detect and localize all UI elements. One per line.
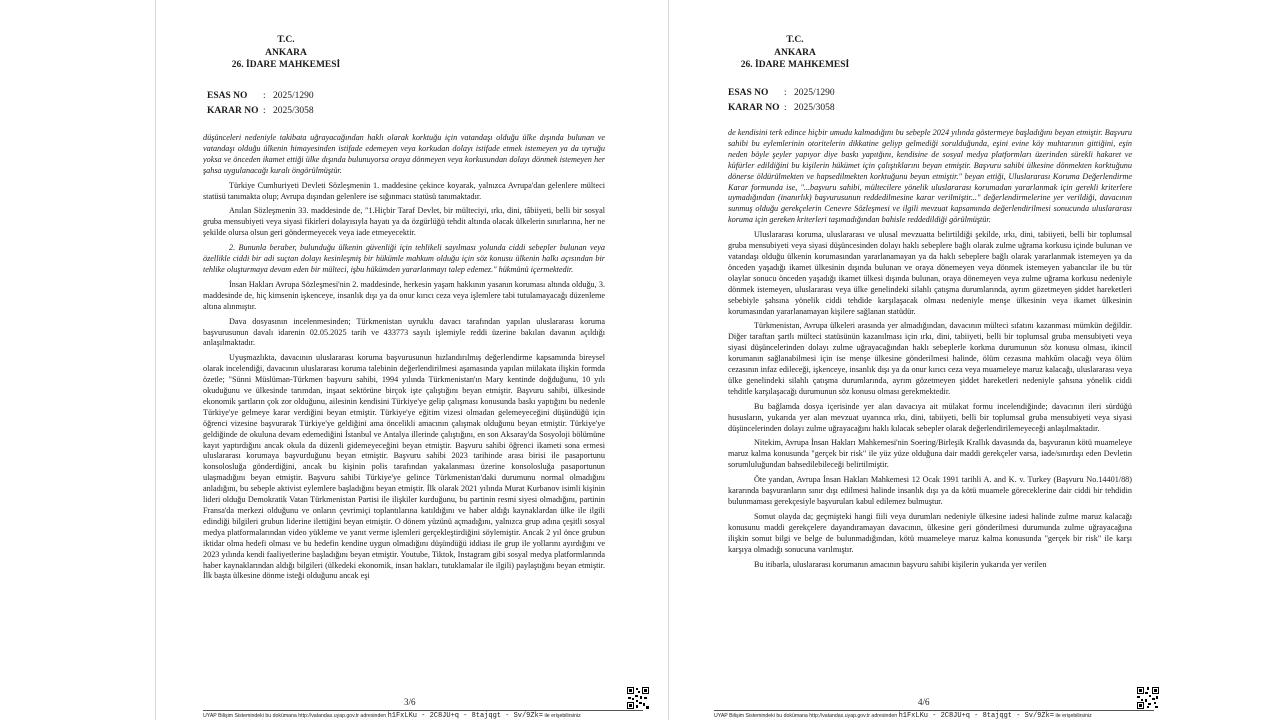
footer-divider — [714, 710, 1154, 711]
paragraph: Uluslararası koruma, uluslararası ve ulusal mevzuatta belirtildiği şekilde, ırkı, dini, tabiiyeti, belli bir toplumsal gruba mensubiyeti veya siyasi düşüncesinden dolayı haklı sebeplere bağlı olarak zulme uğrama korkusu içinde bulunan ve vatandaşı olduğu ülkenin korumasından yararlanamayan ya da haklı sebeplere bağlı olarak yararlanmak istemeyen ya da önceden yaşadığı ikamet ülkesinin dışında bulunan ve oraya dönemeyen veya dönmek istemeyen yabancılar ile bu tür olaylar sonucu önceden yaşadığı ikamet ülkesi dışında bulunan, oraya dönemeyen veya zulme uğrama korkusu nedeniyle dönmek istemeyen, uluslararası veya ülke genelindeki silahlı çatışma durumlarında, ayrım gözetmeyen şiddet hareketleri sebebiyle şahsına yönelik ciddi tehdide karşılaşacak olması nedeniyle menşe ülkesinin veya ikamet ülkesinin korumasından yararlanamayan kişilere sağlanan statüdür. — [728, 230, 1132, 316]
document-page-3 — [155, 0, 669, 720]
paragraph: Nitekim, Avrupa İnsan Hakları Mahkemesi'nin Soering/Birleşik Krallık davasında da, başvuranın kötü muameleye maruz kalma konusunda "gerçek bir risk" ile yüz yüze olduğuna dair maddi gerekçeler varsa, iade/sınırdışı eden Devletin sorumluluğundan bahsedilebileceği belirtilmiştir. — [728, 438, 1132, 470]
esas-value: 2025/1290 — [794, 88, 835, 98]
paragraph: Anılan Sözleşmenin 33. maddesinde de, "1.Hiçbir Taraf Devlet, bir mülteciyi, ırkı, dini, tâbiiyeti, belli bir sosyal gruba mensubiyeti veya siyasi fikirleri dolayısıyla hayatı ya da özgürlüğü tehdit altında olacak ülkelerin sınırlarına, her ne şekilde olursa olsun geri göndermeyecek veya iade etmeyecektir. — [203, 206, 605, 238]
paragraph: Bu itibarla, uluslararası korumanın amacının başvuru sahibi kişilerin yukarıda yer verilen — [754, 559, 1047, 569]
footer-text: UYAP Bilişim Sistemindeki bu dokümana http://vatandas.uyap.gov.tr adresinden — [203, 713, 387, 719]
paragraph: Somut olayda da; geçmişteki hangi fiili veya durumları nedeniyle ülkesine iadesi halinde zulme maruz kalacağı konusunu maddi gerekçelere dayandıramayan davacının, ülkesine geri gönderilmesi durumunda zulme uğrayacağına ilişkin somut bilgi ve belge de bulunmadığından, kötü muameleye maruz kalma konusunda "gerçek bir risk" ile karşı karşıya olmadığı sonucuna varılmıştır. — [728, 511, 1132, 554]
paragraph: düşünceleri nedeniyle takibata uğrayacağından haklı olarak korktuğu için vatandaşı olduğu ülke dışında bulunan ve vatandaşı olduğu ülkenin himayesinden istifade edemeyen veya korkudan dolayı istifade etmek istemeyen ya da uyruğu yoksa ve önceden ikamet ettiği ülke dışında bulunuyorsa oraya dönmeyen veya korkusundan dolayı dönmek istemeyen her şahsa uygulanacağı kuralı öngörülmüştür. — [203, 133, 605, 175]
qr-code-icon — [626, 686, 650, 710]
footer-code: h1FxLKu - 2C8JU+q - 8tajqgt - Sv/9Zk= — [898, 712, 1054, 720]
paragraph: Uyuşmazlıkta, davacının uluslararası koruma başvurusunun hızlandırılmış değerlendirme kapsamında bireysel olarak incelendiği, davacının uluslararası koruma talebinin değerlendirilmesi aşamasında yapılan mülakata ilişkin formda özetle; "Sünni Müslüman-Türkmen başvuru sahibi, 1994 yılında Türkmenistan'ın Mary kentinde doğduğunu, 10 yılı okuduğunu ve ülkesinde tarımdan, inşaat sektörüne birçok işte çalıştığını beyan etmiştir. Başvuru sahibi, ülkesinde ekonomik şartların çok zor olduğunu, ailesinin kendisini Türkiye'ye gelip çalışması konusunda baskı yaptığını bu nedenle Türkiye'ye gelmeye karar verdiğini beyan etmiştir. Türkiye'ye eğitim vizesi olmadan gelemeyeceğini düşündüğü için öğrenci vizesine başvurarak Türkiye'ye geldiğini ama öncelikli amacının çalışmak olduğunu beyan etmiştir. Türkiye'ye geldiğinde de okuluna devam edemediğini İstanbul ve Antalya illerinde çalıştığını, en son Aksaray'da Sosyoloji bölümüne kayıt yaptırdığını ancak okula da düzenli gidemeyeceğini beyan etmiştir. Başvuru sahibi öğrenci ikameti sona ermesi uluslararası korumaya başvurduğunu beyan etmiştir. Başvuru sahibi 2023 tarihinde arası birisi ile pasaportunu konsolosluğa gönderdiğini, ancak bu kişinin polis tarafından yakalanması üzerine konsolosluğa pasaportunun ulaşmadığını beyan etmiştir. Başvuru sahibi Türkiye'ye gelince Türkmenistan'daki durumunu normal olmadığını anladığını, bu sebeple aktivist eylemlere başladığını beyan etmiştir. İlk olarak 2021 yılında Murat Kurbanov isimli kişinin lideri olduğu Demokratik Vatan Türkmenistan Partisi ile ilişkiler kurduğunu, bu partinin resmi siyesi olmadığını, partinin Fransa'da merkezi olduğunu ve onların çevrimiçi toplantılarına katıldığını ve haber aldığı kaynaklardan ülke ile ilgili edindiği bilgileri grubun liderine ilettiğini beyan etmiştir. O dönem yüzünü açmadığını, yalnızca grup adına çeşitli sosyal medya platformalarından video yükleme ve yanıt verme işlemleri gerçekleştirdiğini söylemiştir. Ancak 2 yıl önce grubun iktidar olma hedefi olması ve bu hedefin kendine uygun olmadığını düşündüğü iddiası ile grup ile yollarını ayırdığını ve 2023 yılında kendi faaliyetlerine başladığını beyan etmiştir. Youtube, Tiktok, Instagram gibi sosyal medya platformlarında haber kaynaklarından aldığı bilgileri (ülkedeki ekonomik, insan hakları, tutuklamalar ile ilgili) paylaştığını beyan etmiştir. İlk başta ülkesine dönme isteği olduğunu ancak eşi — [203, 353, 605, 581]
header-line: T.C. — [277, 35, 295, 45]
document-page-4 — [700, 0, 1163, 720]
court-header — [206, 34, 366, 72]
header-line: 26. İDARE MAHKEMESİ — [740, 60, 850, 70]
page-number: 3/6 — [404, 697, 416, 707]
karar-label: KARAR NO — [728, 103, 780, 113]
karar-value: 2025/3058 — [273, 106, 314, 116]
page-body — [728, 128, 1132, 683]
footer-verification — [203, 712, 581, 720]
paragraph: Türkmenistan, Avrupa ülkeleri arasında yer almadığından, davacının mülteci sıfatını kazanması mümkün değildir. Diğer taraftan şartlı mülteci statüsünün kazanılması için ırkı, dini, tabiiyeti, belli bir toplumsal gruba mensubiyeti veya siyasi düşüncelerinden dolayı zulme uğrayacağından haklı sebeplerle korkma durumunun söz konusu olması, ikincil korumanın sağlanabilmesi için ise menşe ülkesine gönderilmesi halinde, ölüm cezasına mahkûm olacağı veya ölüm cezasının infaz edileceği, işkenceye, insanlık dışı ya da onur kırıcı ceza veya muameleye maruz kalacağı, uluslararası veya ülke genelindeki silahlı çatışma durumlarında, ayrım gözetmeyen şiddet hareketleri nedeniyle şahsına yönelik ciddi tehditle karşılaşacağı durumunun söz konusu olması gerekmektedir. — [728, 321, 1132, 396]
page-body — [203, 133, 605, 688]
footer-verification — [714, 712, 1092, 720]
esas-label: ESAS NO — [728, 88, 769, 98]
paragraph: Öte yandan, Avrupa İnsan Hakları Mahkemesi 12 Ocak 1991 tarihli A. and K. v. Turkey (Başvuru No.14401/88) kararında başvuranların sınır dışı edilmesi halinde insanlık dışı ya da kötü muamele göreceklerine dair ciddi bir tehdidin bulunmaması gerekçesiyle başvuruları kabul edilemez bulmuştur. — [728, 475, 1132, 506]
header-line: 26. İDARE MAHKEMESİ — [231, 60, 341, 70]
paragraph: Türkiye Cumhuriyeti Devleti Sözleşmenin 1. maddesine çekince koyarak, yalnızca Avrupa'dan gelenlere mülteci statüsü tanımakta olup; Avrupa dışından gelenlere ise sığınmacı statüsü tanımaktadır. — [203, 180, 605, 201]
esas-label: ESAS NO — [207, 91, 248, 101]
paragraph: Bu bağlamda dosya içerisinde yer alan davacıya ait mülakat formu incelendiğinde; davacının ileri sürdüğü hususların, yukarıda yer alan mevzuat uyarınca ırkı, dini, tabiiyeti, belli bir toplumsal gruba mensubiyeti veya siyasi düşüncelerinden dolayı zulme uğrayacağını haklı kılacak sebepler olarak değerlendirilemeyeceği anlaşılmaktadır. — [728, 401, 1132, 433]
paragraph: de kendisini terk edince hiçbir umudu kalmadığını bu sebeple 2024 yılında göstermeye başladığını beyan etmiştir. Başvuru sahibi bu eylemlerinin otoritelerin dikkatine geliyp gelmediği sorulduğunda, eşini evine köy muhtarının gittiğini, eşin neden böyle şeyler yapıyor diye baskı yapıtğını, kendisine de sosyal medya platformları üzerinden sürekli hakaret ve küfürler edildiğini bu kişilerin hükümet için çalıştıklarını beyan etmiştir. Başvuru sahibi ülkesine dönmekten korktuğunu dönerse öldürülmekten ve hapsedilmekten korktuğunu beyan etmiştir." beyan ettiği, Uluslararası Koruma Değerlendirme Karar formunda ise, "...başvuru sahibi, mültecilere yönelik uluslararası korumadan yararlanmak için gerekli kriterlere uymadığından (inanırlık) başvurusunun reddedilmesine karar verilmiştir..." değerlendirmelerine yer verildiği, davacının sunmuş olduğu gerekçelerin Cenevre Sözleşmesi ve ilgili mevzuat kapsamında değerlendirilmesi sonucunda uluslararası koruma için gereken kriterleri taşımadığından bahisle reddedildiği görülmüştür. — [728, 128, 1132, 225]
footer-suffix: ile erişebilirsiniz — [1055, 713, 1092, 719]
footer-text: UYAP Bilişim Sistemindeki bu dokümana http://vatandas.uyap.gov.tr adresinden — [714, 713, 898, 719]
footer-code: h1FxLKu - 2C8JU+q - 8tajqgt - Sv/9Zk= — [387, 712, 543, 720]
paragraph: Dava dosyasının incelenmesinden; Türkmenistan uyruklu davacı tarafından yapılan uluslararası koruma başvurusunun davalı idarenin 02.05.2025 tarih ve 433773 sayılı işlemiyle reddi üzerine bakılan davanın açıldığı anlaşılmaktadır. — [203, 316, 605, 348]
karar-label: KARAR NO — [207, 106, 259, 116]
karar-value: 2025/3058 — [794, 103, 835, 113]
footer-divider — [203, 710, 643, 711]
paragraph: İnsan Hakları Avrupa Sözleşmesi'nin 2. maddesinde, herkesin yaşam hakkının yasanın koruması altında olduğu, 3. maddesinde de, hiç kimsenin işkenceye, insanlık dışı ya da onur kırıcı ceza veya işlemlere tabi tutulamayacağı düzenleme altına alınmıştır. — [203, 279, 605, 311]
paragraph: 2. Bununla beraber, bulunduğu ülkenin güvenliği için tehlikeli sayılması yolunda ciddi sebepler bulunan veya özellikle ciddi bir adi suçtan dolayı kesinleşmiş bir hükümle mahkum olduğu için söz konusu ülkenin halkı açısından bir tehlike oluşturmaya devam eden bir mülteci, işbu hükümden yararlanmayı talep edemez." hükmünü içermektedir. — [203, 243, 605, 274]
header-line: T.C. — [786, 35, 804, 45]
header-line: ANKARA — [265, 47, 307, 58]
qr-code-icon — [1136, 686, 1160, 710]
header-line: ANKARA — [774, 47, 816, 58]
case-meta: ESAS NO : 2025/1290 KARAR NO : 2025/3058 — [207, 89, 314, 119]
court-header — [720, 34, 870, 72]
esas-value: 2025/1290 — [273, 91, 314, 101]
footer-suffix: ile erişebilirsiniz — [544, 713, 581, 719]
page-number: 4/6 — [918, 697, 930, 707]
case-meta: ESAS NO : 2025/1290 KARAR NO : 2025/3058 — [728, 86, 835, 116]
